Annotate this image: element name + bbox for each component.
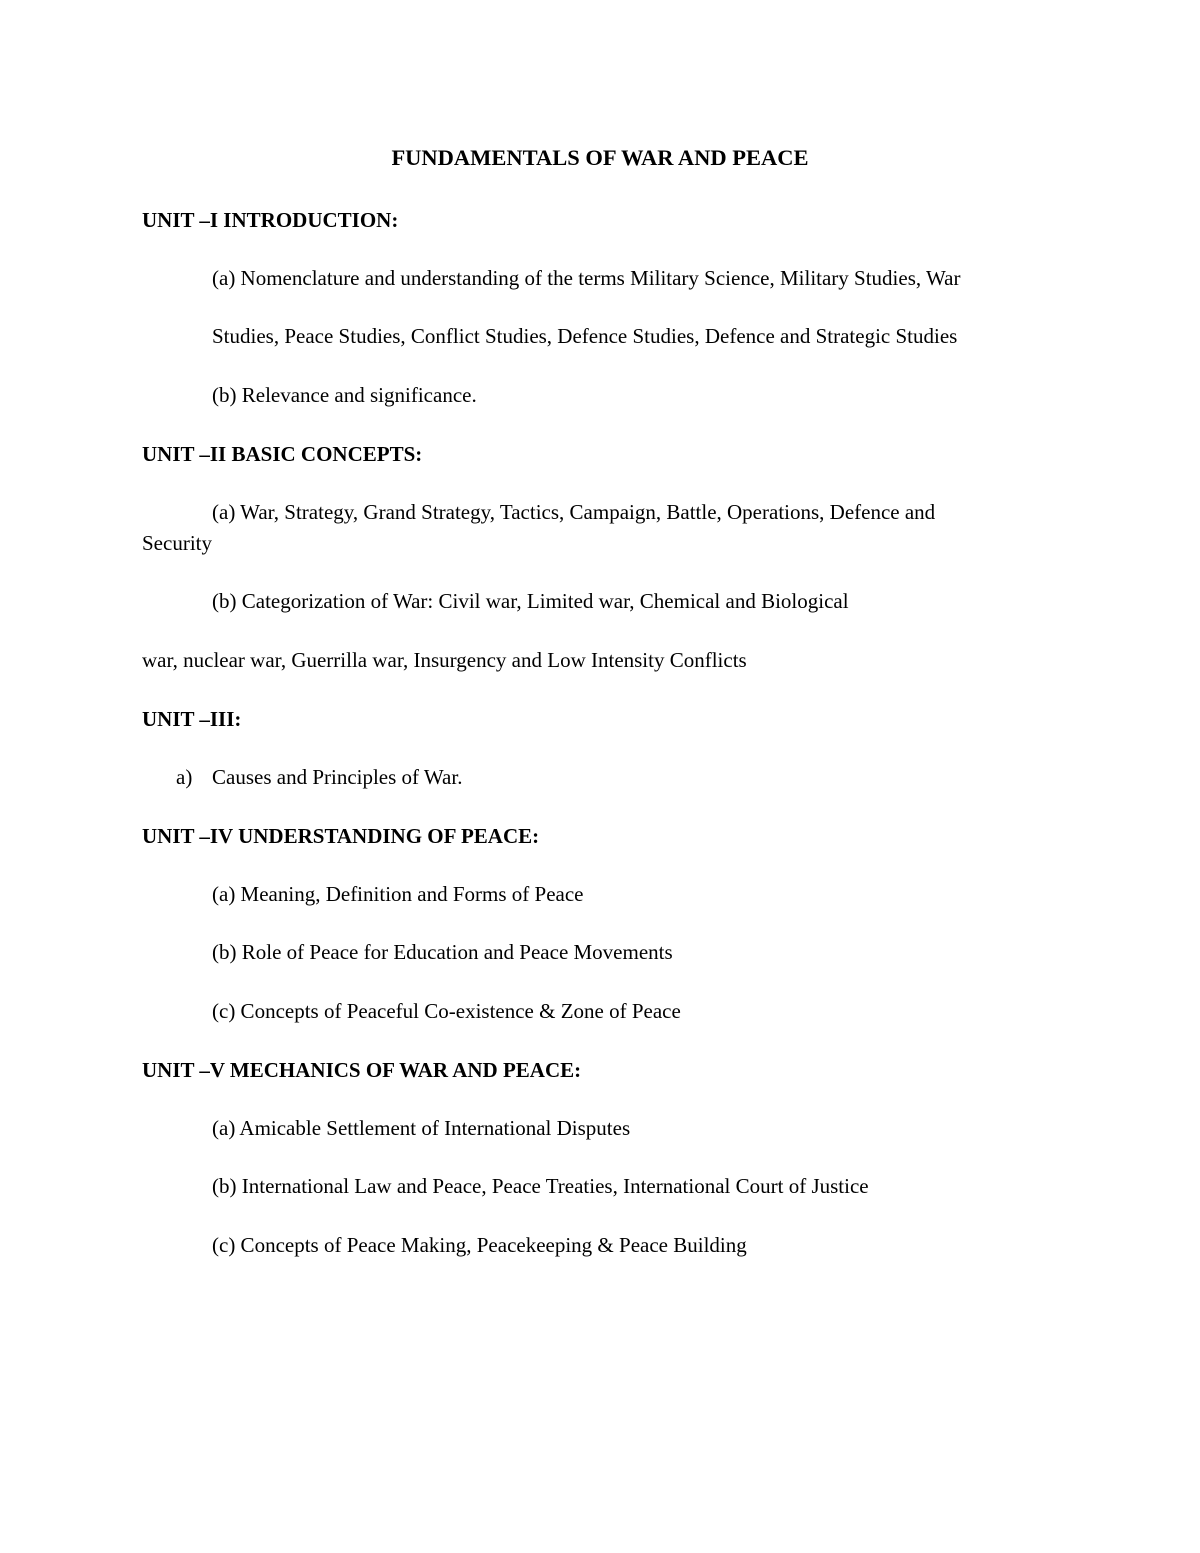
unit-1-item-b: (b) Relevance and significance. [212, 383, 477, 407]
unit-1-item-a-line-2: Studies, Peace Studies, Conflict Studies, Defence Studies, Defence and Strategic Studies [212, 324, 958, 348]
unit-4-item-b: (b) Role of Peace for Education and Peace Movements [212, 940, 673, 964]
unit-5-item-c: (c) Concepts of Peace Making, Peacekeeping & Peace Building [212, 1233, 747, 1257]
unit-2-item-a-line-2: Security [142, 531, 212, 555]
unit-4-item-a: (a) Meaning, Definition and Forms of Peace [212, 882, 584, 906]
unit-1-heading: UNIT –I INTRODUCTION: [142, 208, 399, 232]
document-title: FUNDAMENTALS OF WAR AND PEACE [391, 145, 809, 170]
unit-2-item-b-line-2: war, nuclear war, Guerrilla war, Insurgency and Low Intensity Conflicts [142, 648, 747, 672]
unit-3-item-a: Causes and Principles of War. [212, 765, 463, 789]
unit-2-item-a-line-1: (a) War, Strategy, Grand Strategy, Tactics, Campaign, Battle, Operations, Defence and [212, 500, 936, 524]
unit-1-item-a-line-1: (a) Nomenclature and understanding of the terms Military Science, Military Studies, War [212, 266, 961, 290]
unit-4-heading: UNIT –IV UNDERSTANDING OF PEACE: [142, 824, 540, 848]
unit-2-item-b-line-1: (b) Categorization of War: Civil war, Limited war, Chemical and Biological [212, 589, 849, 613]
unit-4-item-c: (c) Concepts of Peaceful Co-existence & Zone of Peace [212, 999, 681, 1023]
unit-3-heading: UNIT –III: [142, 707, 242, 731]
unit-2-heading: UNIT –II BASIC CONCEPTS: [142, 442, 423, 466]
unit-5-heading: UNIT –V MECHANICS OF WAR AND PEACE: [142, 1058, 582, 1082]
unit-5-item-b: (b) International Law and Peace, Peace Treaties, International Court of Justice [212, 1174, 869, 1198]
unit-3-item-a-marker: a) [176, 765, 193, 789]
unit-5-item-a: (a) Amicable Settlement of International Disputes [212, 1116, 631, 1140]
